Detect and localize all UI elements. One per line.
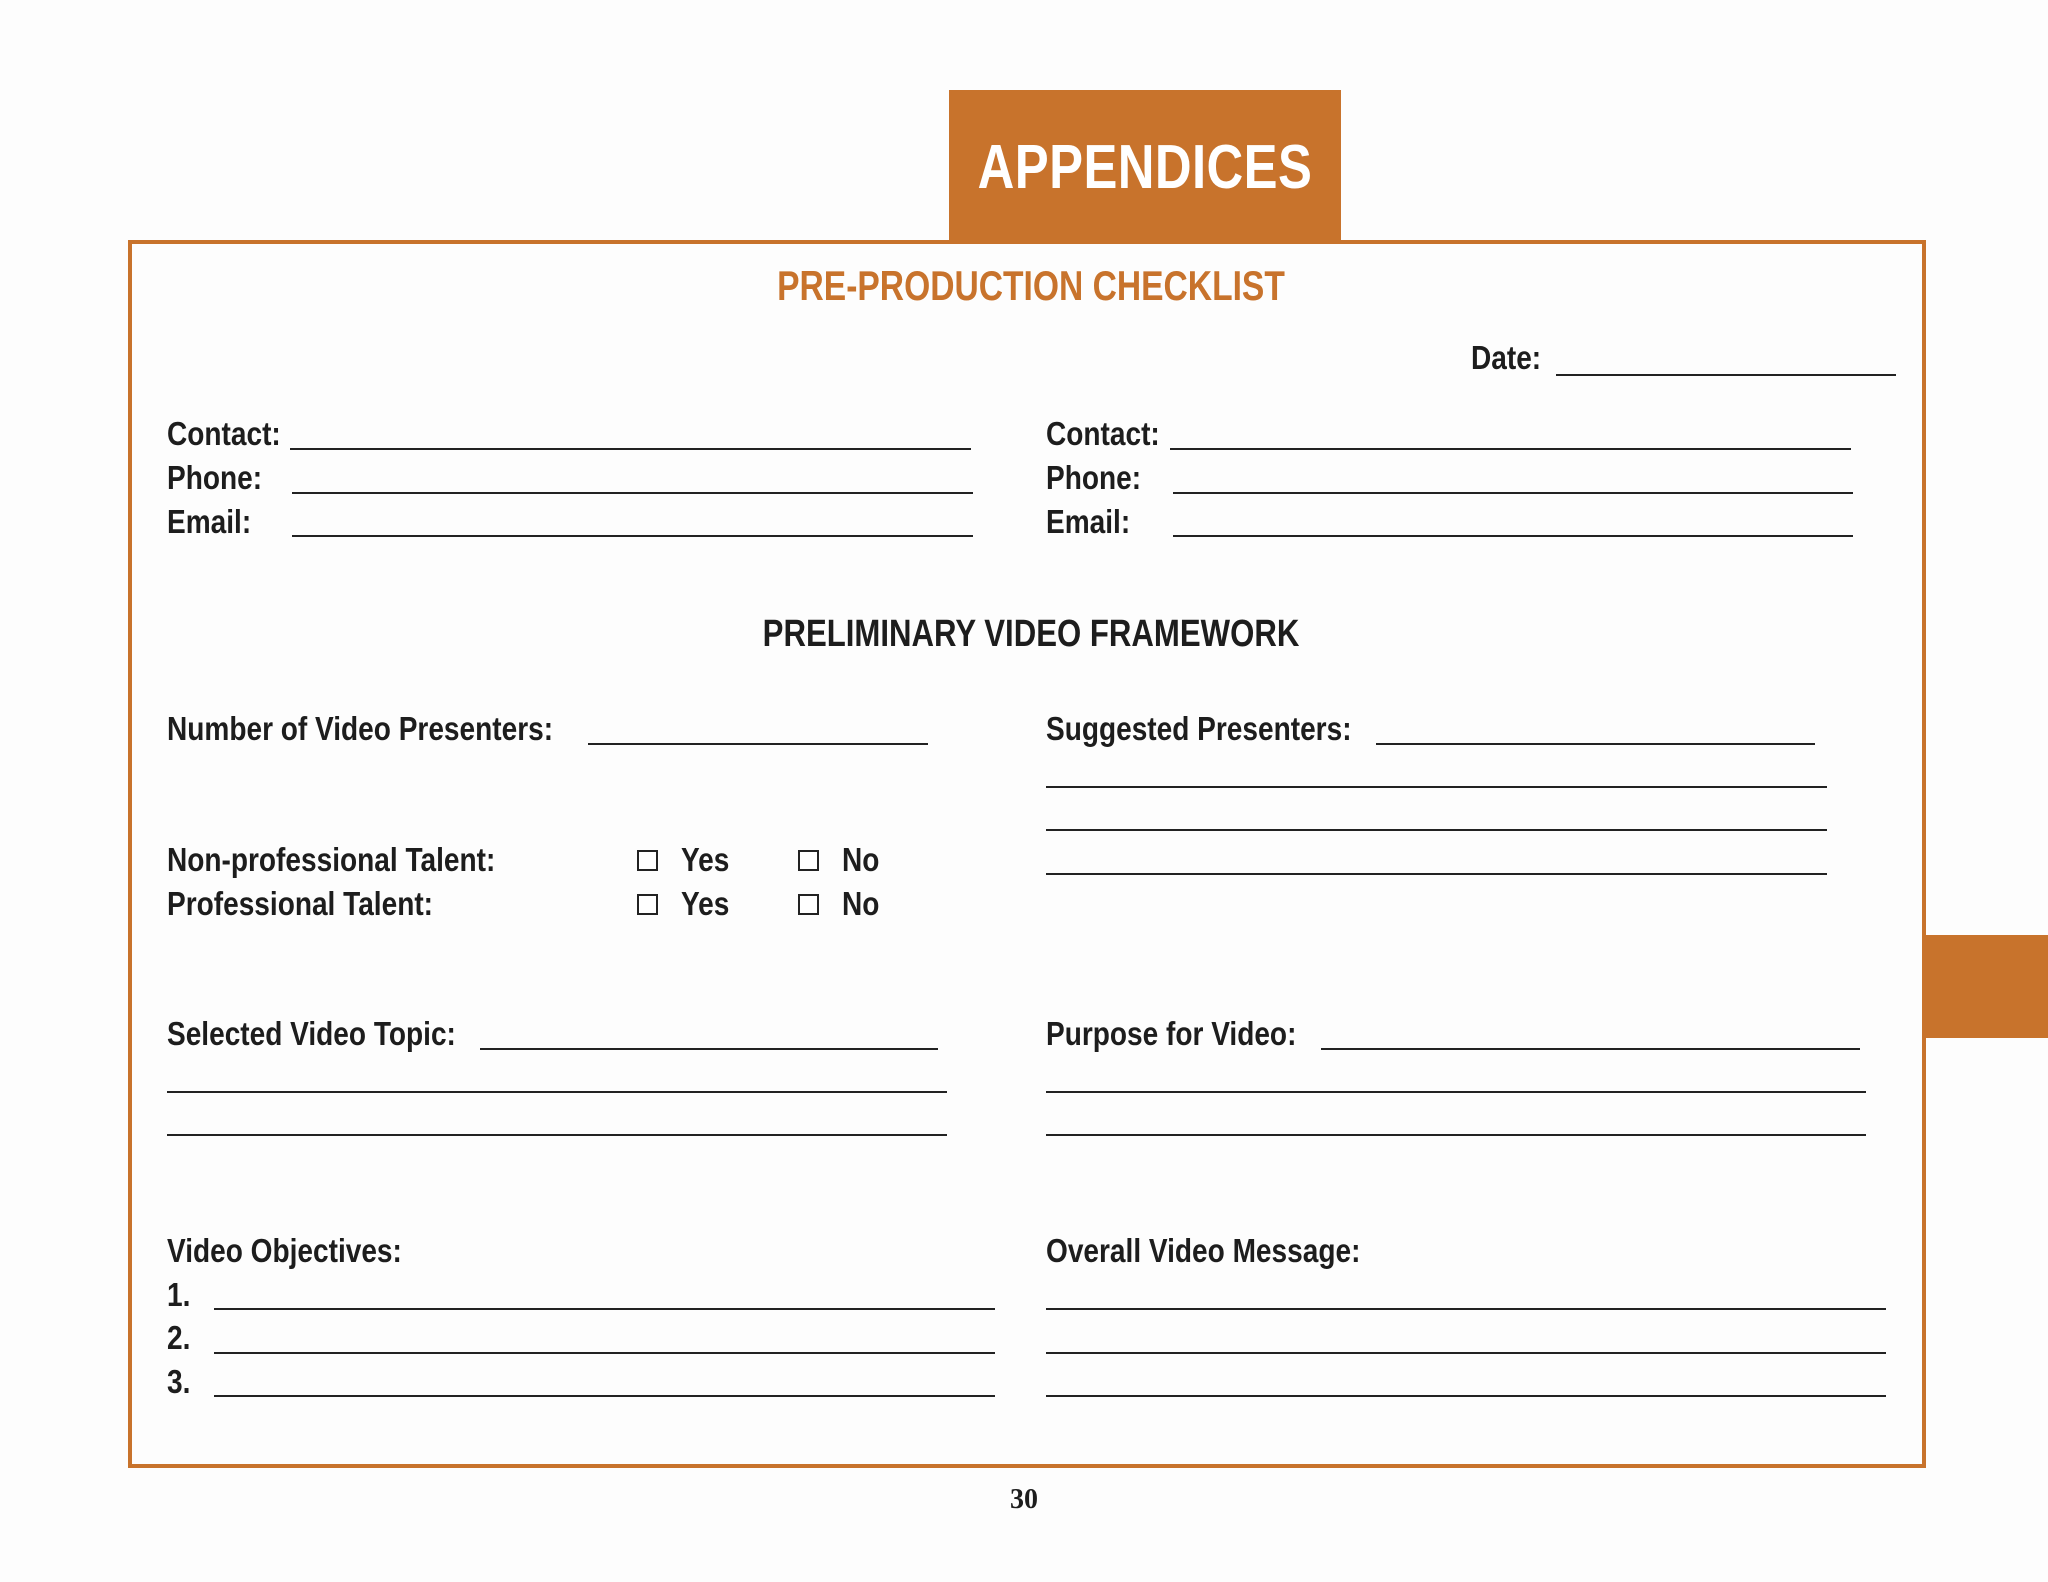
suggested-presenters-line[interactable] — [1046, 786, 1827, 788]
contact-left-label: Contact: — [167, 415, 281, 452]
nonprofessional-no-label: No — [842, 841, 880, 878]
video-topic-line[interactable] — [167, 1091, 947, 1093]
side-thumb-tab — [1926, 935, 2048, 1038]
appendices-title: APPENDICES — [977, 133, 1313, 202]
video-topic-label: Selected Video Topic: — [167, 1015, 456, 1052]
professional-yes-checkbox[interactable] — [637, 894, 658, 915]
phone-left-label: Phone: — [167, 459, 263, 496]
nonprofessional-talent-label: Non-professional Talent: — [167, 841, 496, 878]
contact-left-field[interactable] — [290, 448, 971, 450]
overall-message-line[interactable] — [1046, 1352, 1886, 1354]
video-topic-field[interactable] — [480, 1048, 938, 1050]
video-purpose-line[interactable] — [1046, 1134, 1866, 1136]
suggested-presenters-line[interactable] — [1046, 829, 1827, 831]
email-left-label: Email: — [167, 503, 252, 540]
video-topic-line[interactable] — [167, 1134, 947, 1136]
framework-section-title: PRELIMINARY VIDEO FRAMEWORK — [762, 613, 1300, 655]
date-field[interactable] — [1556, 374, 1896, 376]
overall-message-line[interactable] — [1046, 1395, 1886, 1397]
objective-field[interactable] — [214, 1395, 995, 1397]
professional-talent-label: Professional Talent: — [167, 885, 434, 922]
professional-no-label: No — [842, 885, 880, 922]
video-purpose-label: Purpose for Video: — [1046, 1015, 1297, 1052]
contact-right-label: Contact: — [1046, 415, 1160, 452]
phone-right-label: Phone: — [1046, 459, 1142, 496]
objective-field[interactable] — [214, 1352, 995, 1354]
checklist-title: PRE-PRODUCTION CHECKLIST — [777, 262, 1285, 309]
video-purpose-line[interactable] — [1046, 1091, 1866, 1093]
suggested-presenters-line[interactable] — [1046, 873, 1827, 875]
professional-no-checkbox[interactable] — [798, 894, 819, 915]
video-objectives-label: Video Objectives: — [167, 1232, 402, 1269]
overall-message-line[interactable] — [1046, 1308, 1886, 1310]
num-presenters-field[interactable] — [588, 743, 928, 745]
suggested-presenters-label: Suggested Presenters: — [1046, 710, 1352, 747]
nonprofessional-no-checkbox[interactable] — [798, 850, 819, 871]
suggested-presenters-field[interactable] — [1376, 743, 1815, 745]
email-left-field[interactable] — [292, 535, 973, 537]
objective-field[interactable] — [214, 1308, 995, 1310]
phone-left-field[interactable] — [292, 492, 973, 494]
num-presenters-label: Number of Video Presenters: — [167, 710, 554, 747]
nonprofessional-yes-label: Yes — [681, 841, 730, 878]
date-label: Date: — [1471, 339, 1542, 376]
email-right-label: Email: — [1046, 503, 1131, 540]
objective-number: 3. — [167, 1363, 191, 1400]
nonprofessional-yes-checkbox[interactable] — [637, 850, 658, 871]
video-purpose-field[interactable] — [1321, 1048, 1860, 1050]
phone-right-field[interactable] — [1173, 492, 1853, 494]
email-right-field[interactable] — [1173, 535, 1853, 537]
contact-right-field[interactable] — [1170, 448, 1851, 450]
overall-message-label: Overall Video Message: — [1046, 1232, 1361, 1269]
professional-yes-label: Yes — [681, 885, 730, 922]
objective-number: 2. — [167, 1319, 191, 1356]
page-number: 30 — [1010, 1484, 1038, 1515]
objective-number: 1. — [167, 1276, 191, 1313]
